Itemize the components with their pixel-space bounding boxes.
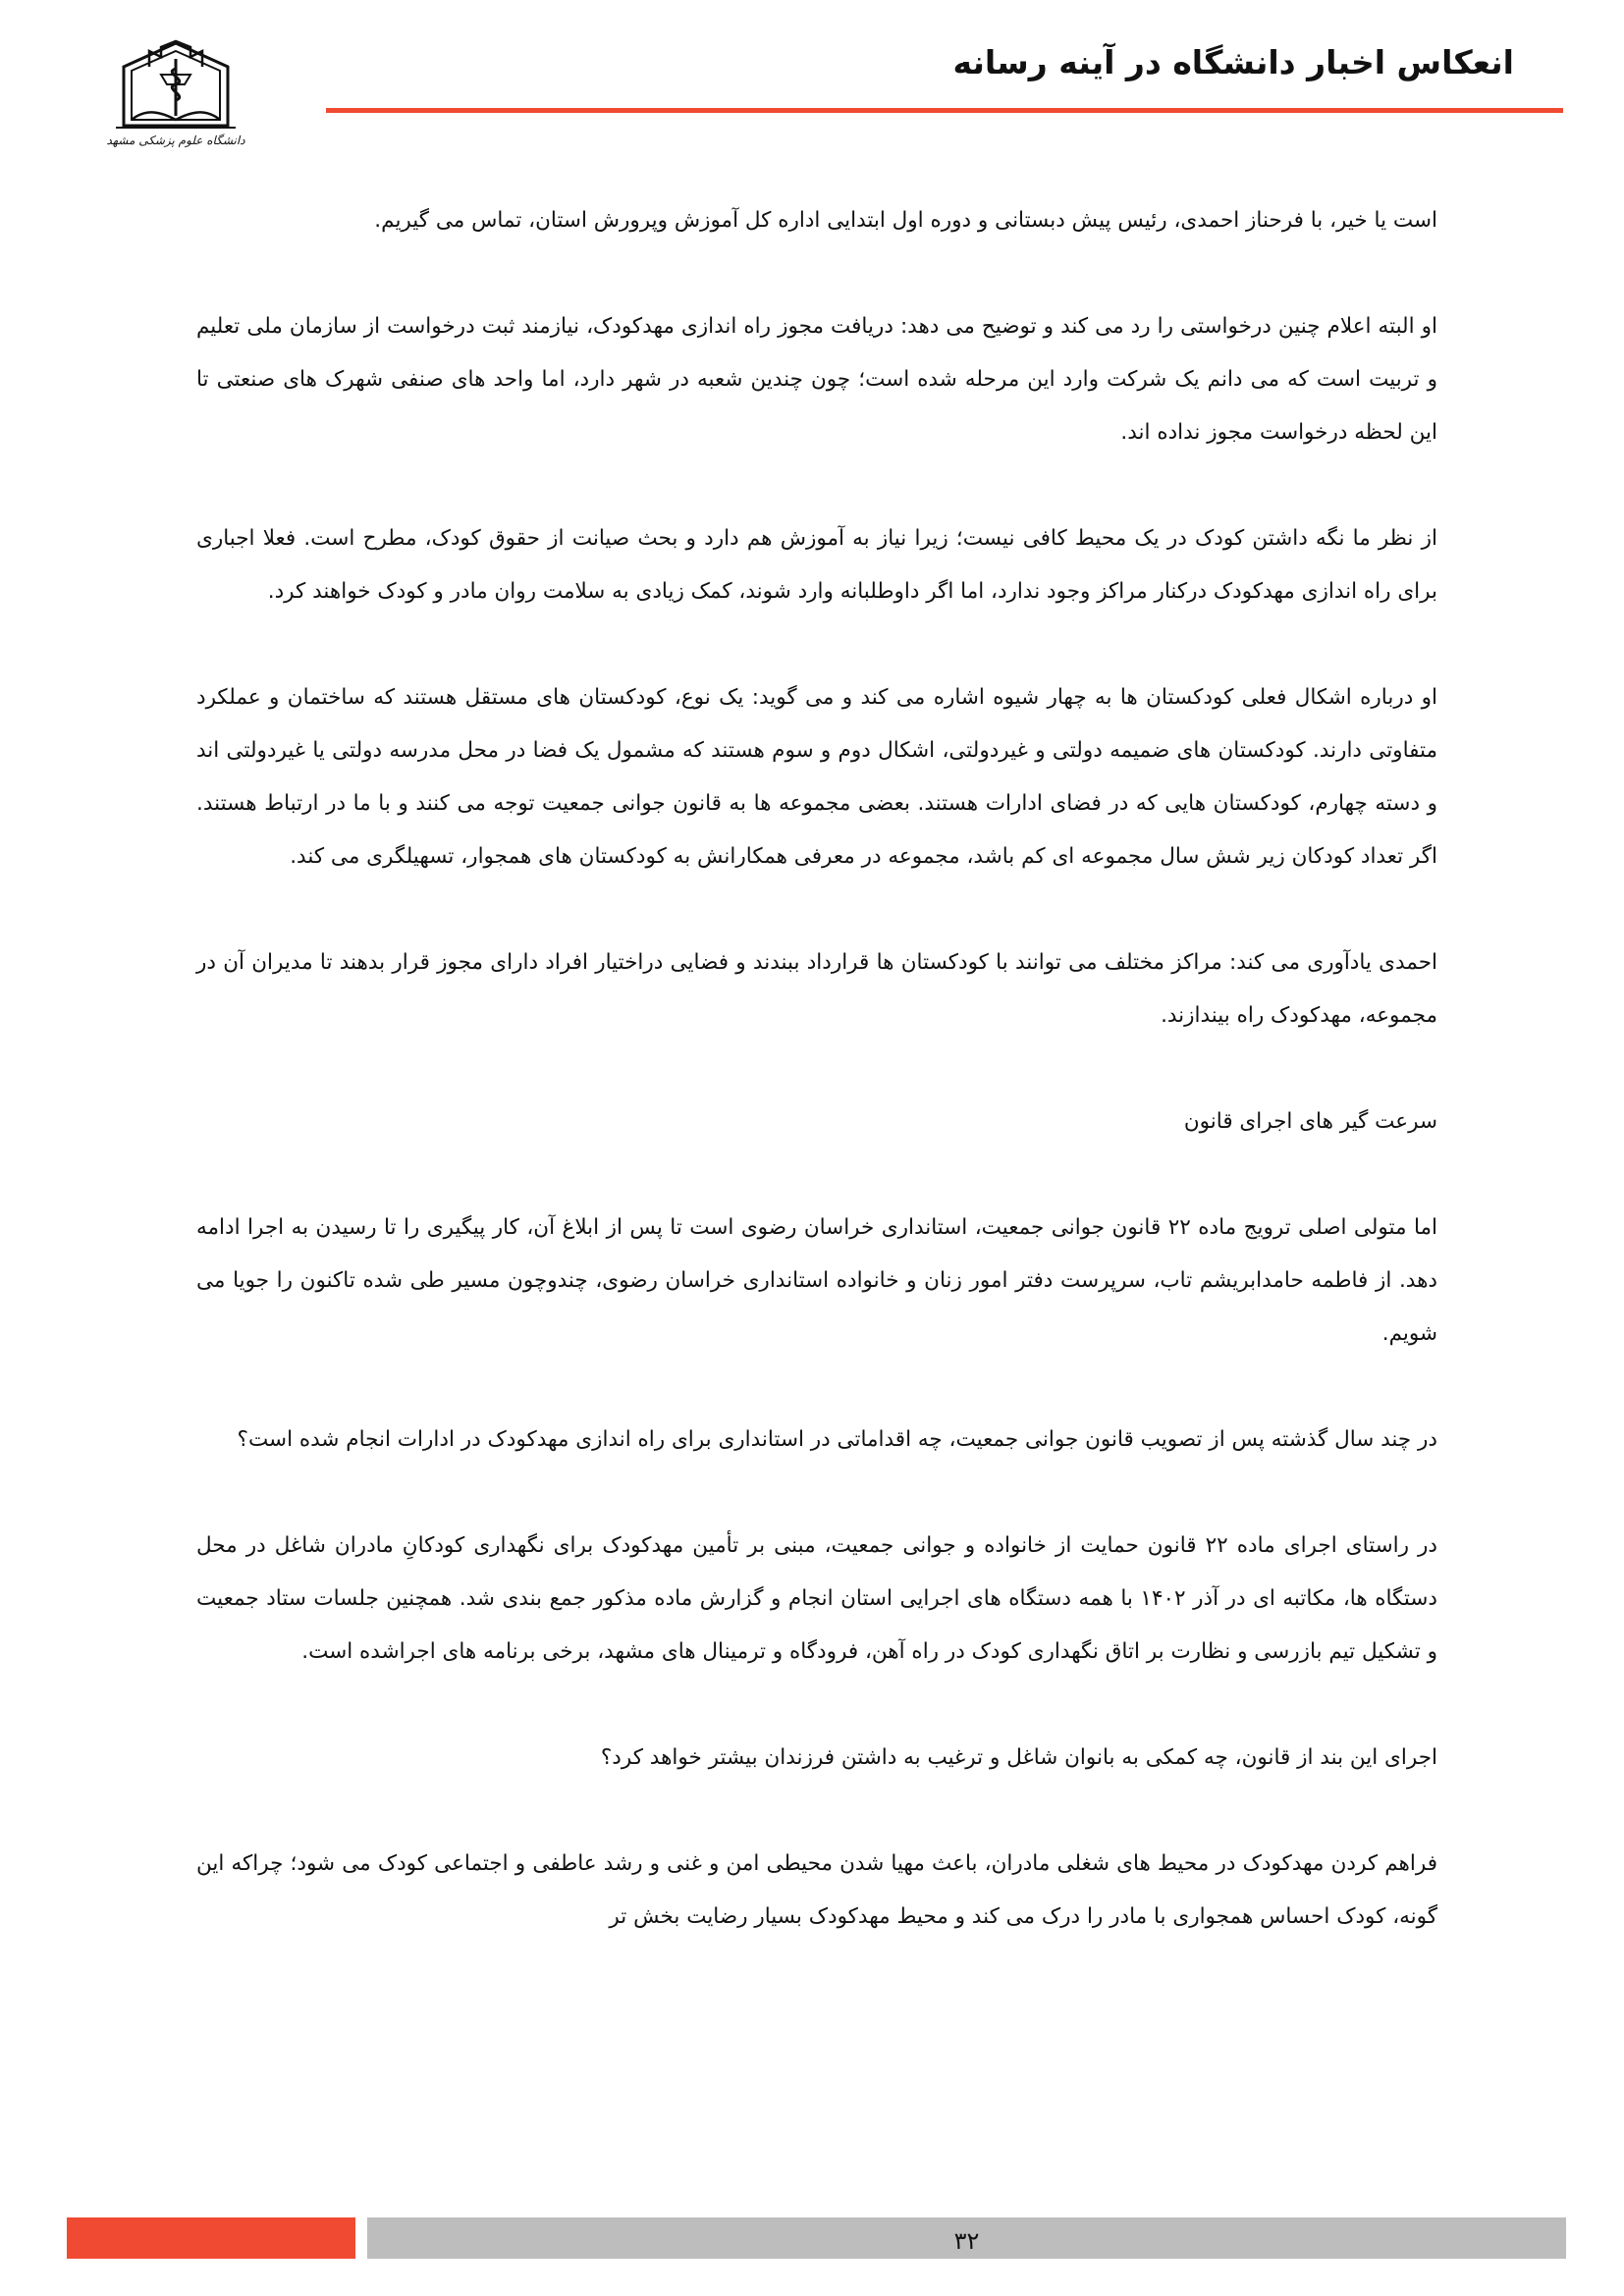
- interview-question-2: اجرای این بند از قانون، چه کمکی به بانوان شاغل و ترغیب به داشتن فرزندان بیشتر خواهد کرد؟: [600, 1745, 1437, 1770]
- page-number: ۳۲: [953, 2227, 980, 2255]
- university-emblem-icon: [102, 39, 249, 133]
- paragraph-4: او درباره اشکال فعلی کودکستان ها به چهار شیوه اشاره می کند و می گوید: یک نوع، کودکستان های مستقل هستند که ساختمان و عملکرد متفاوتی دارند. کودکستان های ضمیمه دولتی و غیردولتی، اشکال دوم و سوم هستند که مشمول یک فضا در محل مدرسه دولتی یا غیردولتی اند و دسته چهارم، کودکستان هایی که در فضای ادارات هستند. بعضی مجموعه ها به قانون جوانی جمعیت توجه می کنند و با ما در ارتباط هستند. اگر تعداد کودکان زیر شش سال مجموعه ای کم باشد، مجموعه در معرفی همکارانش به کودکستان های همجوار، تسهیلگری می کند.: [196, 685, 1437, 869]
- university-logo: [102, 39, 249, 169]
- paragraph-1: است یا خیر، با فرحناز احمدی، رئیس پیش دبستانی و دوره اول ابتدایی اداره کل آموزش وپرورش استان، تماس می گیریم.: [374, 208, 1437, 233]
- paragraph-6: اما متولی اصلی ترویج ماده ۲۲ قانون جوانی جمعیت، استانداری خراسان رضوی است تا پس از ابلاغ آن، کار پیگیری را تا رسیدن به اجرا ادامه دهد. از فاطمه حامدابریشم تاب، سرپرست دفتر امور زنان و خانواده استانداری خراسان رضوی، چندوچون مسیر طی شده تاکنون را جویا می شویم.: [196, 1215, 1437, 1346]
- header-divider: [326, 108, 1563, 113]
- paragraph-7: در راستای اجرای ماده ۲۲ قانون حمایت از خانواده و جوانی جمعیت، مبنی بر تأمین مهدکودک برای نگهداری کودکانِ مادران شاغل در محل دستگاه ها، مکاتبه ای در آذر ۱۴۰۲ با همه دستگاه های اجرایی استان انجام و گزارش ماده مذکور جمع بندی شد. همچنین جلسات ستاد جمعیت و تشکیل تیم بازرسی و نظارت بر اتاق نگهداری کودک در راه آهن، فرودگاه و ترمینال های مشهد، برخی برنامه های اجراشده است.: [196, 1533, 1437, 1664]
- page-title: انعکاس اخبار دانشگاه در آینه رسانه: [952, 43, 1514, 81]
- article-body: [196, 194, 1437, 1997]
- paragraph-5: احمدی یادآوری می کند: مراکز مختلف می توانند با کودکستان ها قرارداد ببندند و فضایی دراختیار افراد دارای مجوز قرار بدهند تا مدیران آن در مجموعه، مهدکودک راه بیندازند.: [196, 950, 1437, 1028]
- paragraph-2: او البته اعلام چنین درخواستی را رد می کند و توضیح می دهد: دریافت مجوز راه اندازی مهدکودک، نیازمند ثبت درخواست از سازمان ملی تعلیم و تربیت است که می دانم یک شرکت وارد این مرحله شده است؛ چون چندین شعبه در شهر دارد، اما واحد های صنفی شهرک های صنعتی تا این لحظه درخواست مجوز نداده اند.: [196, 314, 1437, 445]
- logo-caption: دانشگاه علوم پزشکی مشهد: [106, 133, 245, 147]
- interview-question-1: در چند سال گذشته پس از تصویب قانون جوانی جمعیت، چه اقداماتی در استانداری برای راه اندازی مهدکودک در ادارات انجام شده است؟: [237, 1427, 1437, 1452]
- footer-accent-bar: [67, 2217, 355, 2259]
- paragraph-8: فراهم کردن مهدکودک در محیط های شغلی مادران، باعث مهیا شدن محیطی امن و غنی و رشد عاطفی و اجتماعی کودک می شود؛ چراکه این گونه، کودک احساس همجواری با مادر را درک می کند و محیط مهدکودک بسیار رضایت بخش تر: [196, 1851, 1437, 1929]
- paragraph-3: از نظر ما نگه داشتن کودک در یک محیط کافی نیست؛ زیرا نیاز به آموزش هم دارد و بحث صیانت از حقوق کودک، مطرح است. فعلا اجباری برای راه اندازی مهدکودک درکنار مراکز وجود ندارد، اما اگر داوطلبانه وارد شوند، کمک زیادی به سلامت روان مادر و کودک خواهند کرد.: [196, 526, 1437, 604]
- section-heading: سرعت گیر های اجرای قانون: [1183, 1109, 1437, 1134]
